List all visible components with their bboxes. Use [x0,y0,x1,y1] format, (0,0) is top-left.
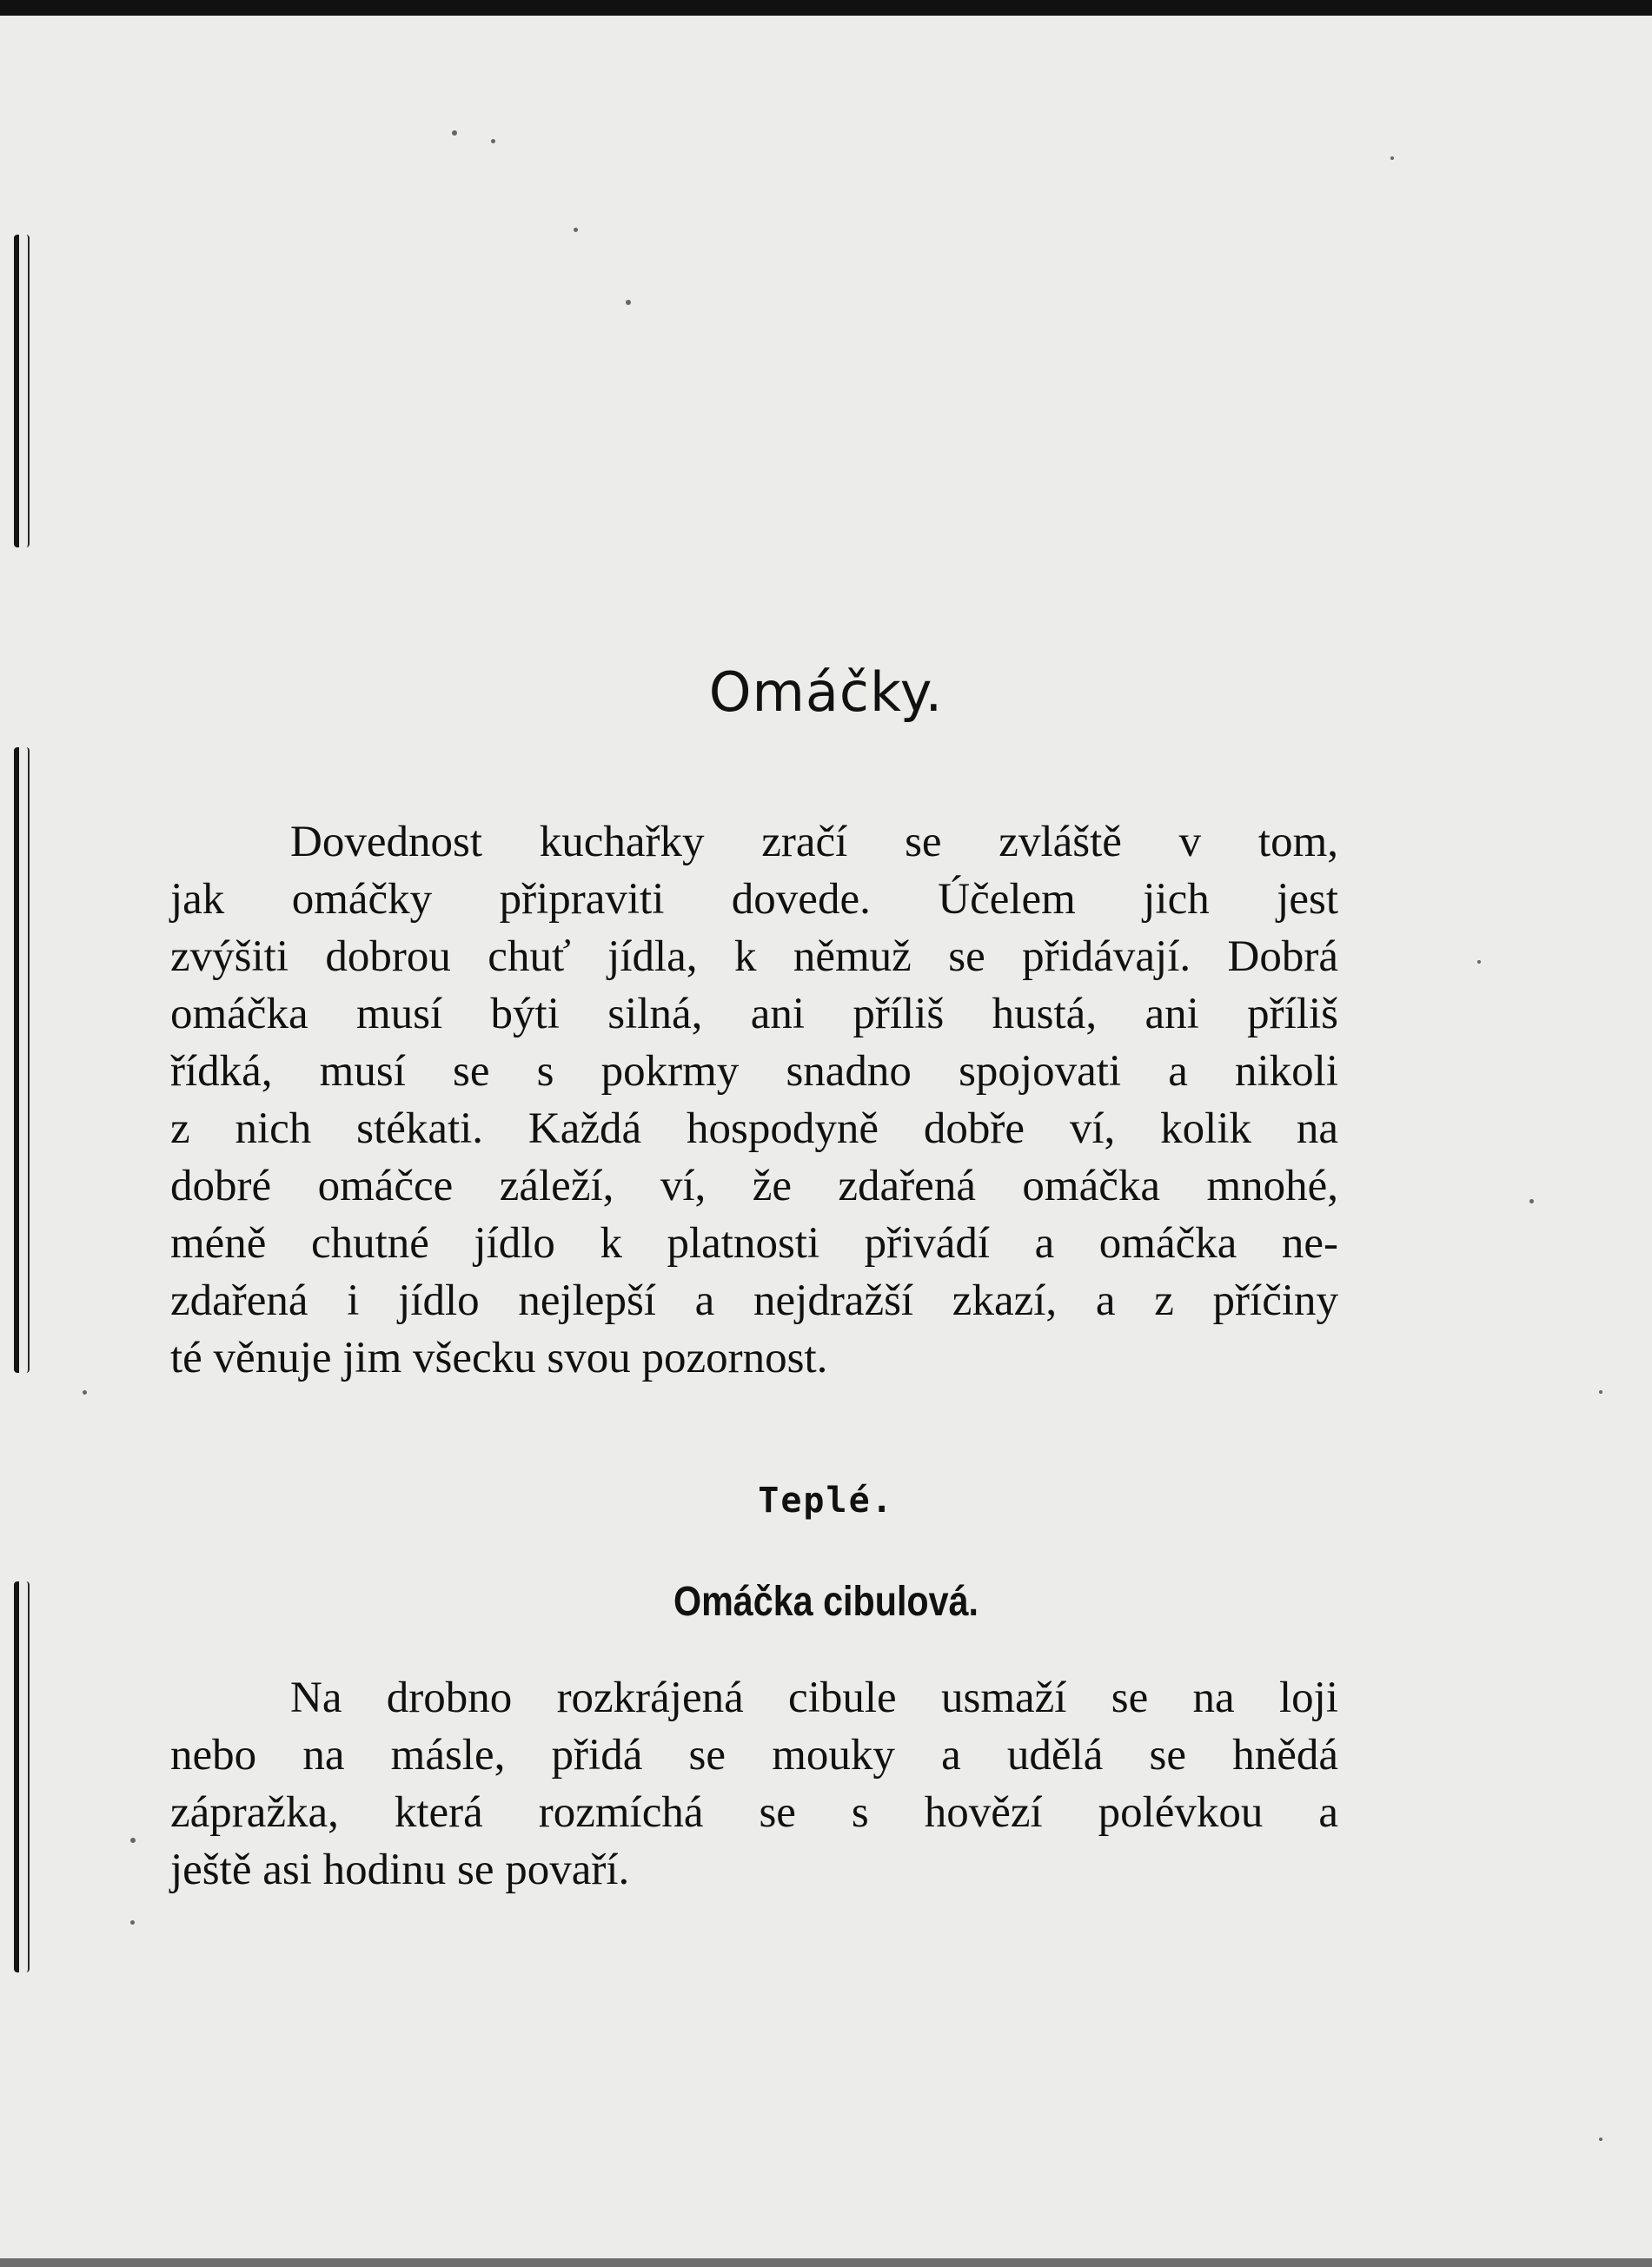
scan-speck [83,1390,87,1395]
scan-bottom-edge [0,2258,1652,2267]
text-line: řídká, musí se s pokrmy snadno spojovati a nikoli [170,1047,1338,1096]
scan-top-edge [0,0,1652,16]
text-line: méně chutné jídlo k platnosti přivádí a omáčka ne- [170,1219,1338,1268]
scan-speck [1477,960,1481,964]
scan-speck [574,228,578,232]
intro-paragraph [170,813,1338,1387]
text-line: zvýšiti dobrou chuť jídla, k němuž se přidávají. Dobrá [170,932,1338,981]
recipe-title: Omáčka cibulová. [673,1579,979,1625]
text-line: z nich stékati. Každá hospodyně dobře ví, kolik na [170,1104,1338,1153]
text-line: Dovednost kuchařky zračí se zvláště v tom, [290,818,1338,866]
scan-speck [491,139,495,143]
binding-edge-mark [14,747,30,1373]
chapter-title: Omáčky. [708,660,944,724]
section-heading: Teplé. [758,1481,894,1521]
text-line: ještě asi hodinu se povaří. [170,1846,630,1894]
text-line: té věnuje jim všecku svou pozornost. [170,1334,828,1382]
scan-speck [1390,156,1394,160]
text-line: zdařená i jídlo nejlepší a nejdražší zkazí, a z příčiny [170,1276,1338,1325]
scan-speck [452,130,457,136]
text-line: omáčka musí býti silná, ani příliš hustá, ani příliš [170,990,1338,1038]
scan-speck [130,1920,135,1925]
text-line: jak omáčky připraviti dovede. Účelem jich jest [170,875,1338,924]
scan-speck [130,1838,136,1843]
scan-speck [626,300,631,305]
binding-edge-mark [14,235,30,547]
scan-speck [1529,1199,1534,1203]
scan-speck [1599,2138,1602,2141]
text-line: nebo na másle, přidá se mouky a udělá se hnědá [170,1731,1338,1780]
text-line: Na drobno rozkrájená cibule usmaží se na loji [290,1674,1338,1722]
scan-speck [1599,1390,1602,1394]
text-line: dobré omáčce záleží, ví, že zdařená omáčka mnohé, [170,1162,1338,1210]
binding-edge-mark [14,1581,30,1972]
text-line: zápražka, která rozmíchá se s hovězí polévkou a [170,1788,1338,1837]
recipe-paragraph [170,1669,1338,1899]
